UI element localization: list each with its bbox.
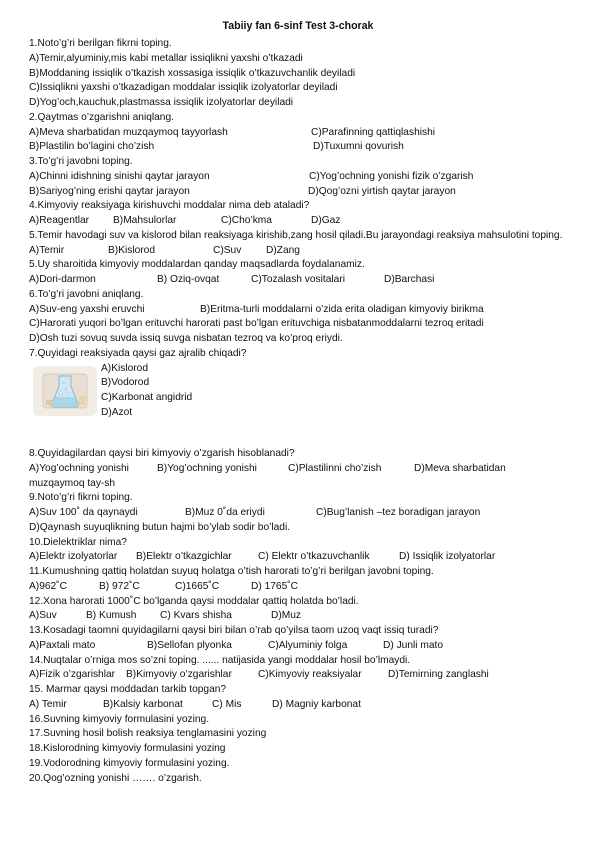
question-18: 18.Kislorodning kimyoviy formulasini yozing [29, 743, 226, 754]
answer-option: D)Osh tuzi sovuq suvda issiq suvga nisbatan tezroq va ko’proq eriydi. [29, 333, 343, 344]
answer-row [29, 170, 569, 185]
question-2: 2.Qaytmas o’zgarishni aniqlang. [29, 111, 174, 123]
answer-option: C)Parafinning qattiqlashishi [311, 126, 436, 138]
answer-option: D)Qaynash suyuqlikning butun hajmi bo’ylab sodir bo’ladi. [29, 521, 291, 533]
answer-option: B)Vodorod [101, 377, 150, 389]
answer-row [29, 303, 569, 318]
answer-row [29, 550, 569, 565]
question-12: 12.Xona harorati 1000˚C bo’lganda qaysi moddalar qattiq holatda bo’ladi. [29, 595, 359, 607]
answer-option: D) Issiqlik izolyatorlar [399, 551, 496, 563]
reaction-flask-image [33, 366, 97, 416]
question-16: 16.Suvning kimyoviy formulasini yozing. [29, 713, 210, 725]
answer-option: A)Fizik o’zgarishlar [29, 669, 116, 681]
answer-option: C)Kimyoviy reaksiyalar [258, 669, 362, 681]
answer-option: D)Azot [101, 406, 133, 418]
answer-option: D)Zang [266, 244, 300, 256]
question-11: 11.Kumushning qattiq holatdan suyuq holatga o’tish harorati to’g’ri berilgan javobni toping. [29, 566, 434, 577]
answer-option: A)962˚C [29, 580, 67, 592]
answer-option: A) Temir [29, 698, 67, 710]
answer-option: C)1665˚C [175, 580, 220, 592]
answer-option: C)Harorati yuqori bo’lgan erituvchi harorati past bo’lgan erituvchiga nisbatanmoddalarni tezroq eritadi [29, 318, 484, 330]
question-7-options [29, 362, 569, 421]
question-13: 13.Kosadagi taomni quyidagilarni qaysi biri bilan o’rab qo’yilsa taom uzoq vaqt issiq turadi? [29, 625, 439, 636]
answer-option: C)Suv [213, 244, 242, 256]
question-5b: 5.Uy sharoitida kimyoviy moddalardan qanday maqsadlarda foydalanamiz. [29, 259, 365, 271]
answer-option: C)Alyuminiy folga [268, 639, 348, 651]
answer-option: B)Sariyog’ning erishi qaytar jarayon [29, 185, 190, 197]
answer-row [29, 609, 569, 624]
answer-option: D)Muz [271, 610, 301, 622]
answer-row [29, 506, 569, 521]
answer-row [29, 140, 569, 155]
answer-option: B)Muz 0˚da eriydi [185, 507, 265, 518]
answer-option: A)Paxtali mato [29, 639, 96, 651]
question-9: 9.Noto’g’ri fikrni toping. [29, 492, 133, 504]
answer-option: A)Temir,alyuminiy,mis kabi metallar issiqlikni yaxshi o’tkazadi [29, 52, 303, 64]
answer-row [29, 698, 569, 713]
question-19: 19.Vodorodning kimyoviy formulasini yozing. [29, 757, 230, 769]
answer-option: B)Kimyoviy o’zgarishlar [126, 669, 232, 681]
answer-option: D)Tuxumni qovurish [313, 141, 404, 153]
answer-row [29, 214, 569, 229]
answer-option: B) Kumush [86, 610, 137, 622]
question-3: 3.To’g’ri javobni toping. [29, 156, 133, 167]
answer-option: D)Barchasi [384, 274, 435, 285]
answer-row [29, 639, 569, 654]
answer-option: D) Magniy karbonat [272, 698, 361, 710]
answer-option: A)Chinni idishning sinishi qaytar jarayon [29, 170, 210, 182]
answer-option-continued: muzqaymoq tay-sh [29, 477, 116, 489]
answer-option: A)Suv [29, 610, 57, 622]
answer-option: B)Elektr o’tkazgichlar [136, 551, 232, 563]
answer-option: C)Tozalash vositalari [251, 274, 345, 285]
answer-option: D)Temirning zanglashi [388, 669, 489, 681]
answer-option: D)Gaz [311, 215, 341, 226]
answer-option: C)Karbonat angidrid [101, 392, 193, 403]
answer-option: C)Bug’lanish –tez boradigan jarayon [316, 507, 481, 518]
answer-row [29, 668, 569, 683]
answer-row [29, 185, 569, 200]
answer-option: A)Reagentlar [29, 215, 90, 226]
answer-option: C)Plastilinni cho’zish [288, 462, 382, 474]
answer-option: B) Oziq-ovqat [157, 274, 220, 285]
question-10: 10.Dielektriklar nima? [29, 536, 127, 548]
answer-row [29, 273, 569, 288]
answer-option: D)Qog’ozni yirtish qaytar jarayon [308, 185, 456, 197]
answer-option: B)Moddaning issiqlik o’tkazish xossasiga issiqlik o’tkazuvchanlik deyiladi [29, 67, 356, 79]
question-7: 7.Quyidagi reaksiyada qaysi gaz ajralib chiqadi? [29, 347, 247, 359]
answer-option: C)Cho’kma [221, 215, 272, 226]
question-5: 5.Temir havodagi suv va kislorod bilan reaksiyaga kirishib,zang hosil qiladi.Bu jarayondagi reaksiya mahsulotini toping. [29, 229, 563, 241]
answer-option: A)Kislorod [101, 362, 148, 374]
answer-option: B)Plastilin bo’lagini cho’zish [29, 141, 155, 153]
answer-option: C) Kvars shisha [160, 610, 232, 622]
answer-option: B)Sellofan plyonka [147, 639, 232, 651]
answer-option: A)Dori-darmon [29, 274, 96, 285]
question-17: 17.Suvning hosil bolish reaksiya tenglamasini yozing [29, 728, 267, 740]
answer-row [29, 462, 569, 477]
answer-option: D) 1765˚C [251, 580, 298, 592]
answer-option: B)Eritma-turli moddalarni o’zida erita oladigan kimyoviy birikma [200, 303, 484, 315]
answer-option: D) Junli mato [383, 639, 444, 651]
question-15: 15. Marmar qaysi moddadan tarkib topgan? [29, 684, 227, 695]
question-14: 14.Nuqtalar o’rniga mos so’zni toping. ...... natijasida yangi moddalar hosil bo’lmaydi. [29, 654, 411, 666]
answer-option: C) Mis [212, 698, 242, 710]
question-8: 8.Quyidagilardan qaysi biri kimyoviy o’zgarish hisoblanadi? [29, 448, 295, 459]
answer-option: A)Elektr izolyatorlar [29, 551, 118, 563]
answer-option: B)Mahsulorlar [113, 215, 177, 226]
answer-row [29, 244, 569, 259]
answer-option: A)Temir [29, 244, 65, 256]
answer-option: A)Yog’ochning yonishi [29, 462, 129, 474]
answer-option: B)Kislorod [108, 244, 155, 256]
answer-option: C)Yog’ochning yonishi fizik o’zgarish [309, 170, 474, 182]
page-title: Tabiiy fan 6-sinf Test 3-chorak [222, 20, 374, 32]
question-4: 4.Kimyoviy reaksiyaga kirishuvchi moddalar nima deb ataladi? [29, 200, 310, 212]
answer-option: C)Issiqlikni yaxshi o’tkazadigan moddalar issiqlik izolyatorlar deyiladi [29, 82, 338, 94]
answer-option: B)Yog’ochning yonishi [157, 462, 257, 474]
questions-part-2 [29, 447, 569, 786]
answer-option: A)Suv 100˚ da qaynaydi [29, 507, 138, 518]
answer-option: D)Yog’och,kauchuk,plastmassa issiqlik izolyatorlar deyiladi [29, 97, 294, 108]
question-1: 1.Noto’g’ri berilgan fikrni toping. [29, 38, 172, 49]
answer-option: A)Suv-eng yaxshi eruvchi [29, 303, 145, 315]
question-6: 6.To’g’ri javobni aniqlang. [29, 288, 144, 300]
answer-option: A)Meva sharbatidan muzqaymoq tayyorlash [29, 126, 228, 138]
answer-option: B) 972˚C [99, 580, 140, 592]
answer-row [29, 580, 569, 595]
answer-option: C) Elektr o’tkazuvchanlik [258, 551, 370, 563]
answer-option: D)Meva sharbatidan [414, 462, 506, 474]
question-20: 20.Qog’ozning yonishi ……. o’zgarish. [29, 772, 202, 784]
answer-option: B)Kalsiy karbonat [103, 698, 183, 710]
answer-row [29, 126, 569, 141]
questions-part-1 [29, 37, 569, 421]
